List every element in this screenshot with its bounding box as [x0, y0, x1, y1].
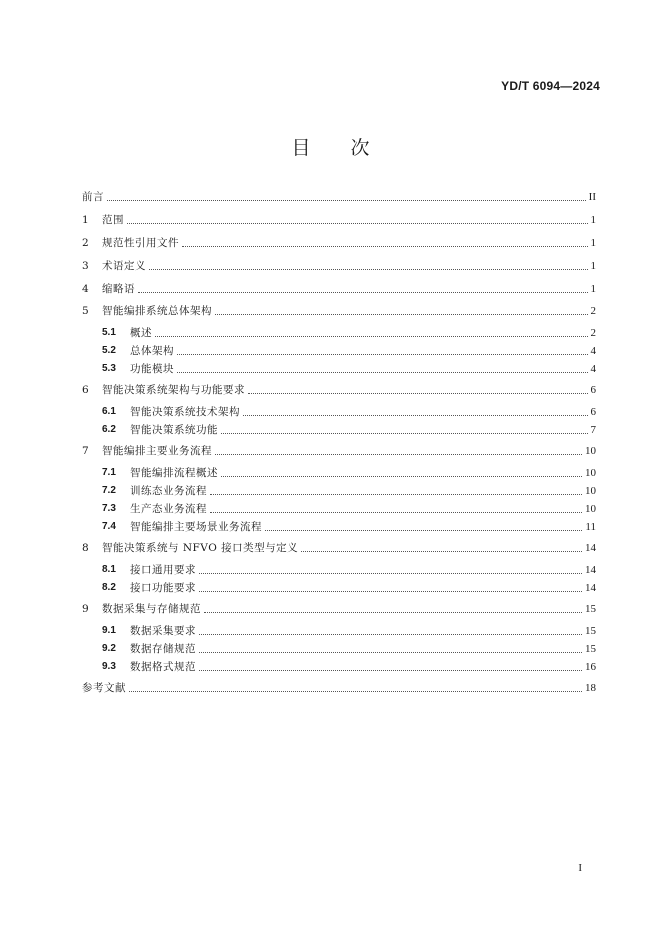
- toc-entry-7-2[interactable]: [102, 482, 596, 498]
- toc-leader-dots: [149, 269, 588, 270]
- toc-entry-3[interactable]: [82, 257, 596, 273]
- toc-leader-dots: [199, 591, 582, 592]
- toc-leader-dots: [127, 223, 588, 224]
- toc-entry-label: 接口功能要求: [130, 582, 196, 594]
- toc-entry-page: 6: [590, 406, 596, 418]
- toc-entry-number: 8.1: [102, 564, 116, 575]
- toc-leader-dots: [210, 494, 582, 495]
- toc-entry-page: 15: [585, 643, 596, 655]
- toc-entry-label: 范围: [102, 214, 124, 226]
- toc-entry-page: 10: [585, 485, 596, 497]
- toc-entry-8[interactable]: [82, 539, 596, 555]
- toc-entry-8-2[interactable]: [102, 579, 596, 595]
- toc-entry-page: 7: [590, 424, 596, 436]
- toc-leader-dots: [301, 551, 582, 552]
- toc-entry-label: 术语定义: [102, 260, 146, 272]
- toc-entry-5-3[interactable]: [102, 360, 596, 376]
- toc-entry-label: 概述: [130, 327, 152, 339]
- toc-entry-page: II: [588, 191, 596, 203]
- toc-entry-label: 智能编排主要场景业务流程: [130, 521, 262, 533]
- toc-entry-number: 6.2: [102, 424, 116, 435]
- footer-page-number: I: [578, 862, 582, 874]
- toc-leader-dots: [265, 530, 582, 531]
- toc-entry-7[interactable]: [82, 442, 596, 458]
- toc-leader-dots: [248, 393, 588, 394]
- toc-entry-6[interactable]: [82, 381, 596, 397]
- toc-entry-page: 15: [585, 603, 596, 615]
- toc-entry-label: 缩略语: [102, 283, 135, 295]
- toc-entry-8-1[interactable]: [102, 561, 596, 577]
- toc-entry-5-1[interactable]: [102, 324, 596, 340]
- toc-leader-dots: [215, 314, 588, 315]
- toc-entry-2[interactable]: [82, 234, 596, 250]
- toc-entry-number: 7.4: [102, 521, 116, 532]
- toc-leader-dots: [155, 336, 588, 337]
- toc-entry-number: 5.1: [102, 327, 116, 338]
- toc-entry-9-1[interactable]: [102, 622, 596, 638]
- toc-leader-dots: [199, 634, 582, 635]
- toc-entry-number: 8.2: [102, 582, 116, 593]
- toc-entry-label: 数据采集要求: [130, 625, 196, 637]
- toc-entry-label: 总体架构: [130, 345, 174, 357]
- toc-entry-foreword[interactable]: [82, 188, 596, 204]
- toc-entry-number: 7.1: [102, 467, 116, 478]
- toc-leader-dots: [204, 612, 582, 613]
- toc-entry-page: 15: [585, 625, 596, 637]
- toc-entry-label: 功能模块: [130, 363, 174, 375]
- toc-leader-dots: [210, 512, 582, 513]
- toc-entry-page: 14: [585, 582, 596, 594]
- toc-entry-page: 6: [590, 384, 596, 396]
- toc-entry-9-2[interactable]: [102, 640, 596, 656]
- toc-entry-number: 9.3: [102, 661, 116, 672]
- toc-entry-number: 9: [82, 603, 89, 615]
- toc-entry-label: 训练态业务流程: [130, 485, 207, 497]
- toc-entry-page: 1: [590, 214, 596, 226]
- toc-entry-page: 16: [585, 661, 596, 673]
- toc-entry-page: 4: [590, 363, 596, 375]
- toc-entry-4[interactable]: [82, 280, 596, 296]
- toc-entry-references[interactable]: [82, 679, 596, 695]
- toc-leader-dots: [177, 372, 588, 373]
- toc-entry-7-4[interactable]: [102, 518, 596, 534]
- toc-entry-9-3[interactable]: [102, 658, 596, 674]
- toc-leader-dots: [199, 652, 582, 653]
- toc-entry-number: 5.2: [102, 345, 116, 356]
- toc-leader-dots: [177, 354, 588, 355]
- toc-entry-page: 10: [585, 445, 596, 457]
- toc-entry-number: 5: [82, 305, 89, 317]
- toc-entry-page: 1: [590, 283, 596, 295]
- toc-leader-dots: [107, 200, 586, 201]
- toc-entry-page: 18: [585, 682, 596, 694]
- toc-entry-9[interactable]: [82, 600, 596, 616]
- toc-entry-5-2[interactable]: [102, 342, 596, 358]
- toc-entry-label: 智能决策系统技术架构: [130, 406, 240, 418]
- toc-leader-dots: [129, 691, 582, 692]
- toc-entry-page: 1: [590, 237, 596, 249]
- toc-leader-dots: [138, 292, 588, 293]
- page-title: 目 次: [291, 137, 371, 159]
- toc-entry-label: 数据采集与存储规范: [102, 603, 201, 615]
- toc-entry-label: 生产态业务流程: [130, 503, 207, 515]
- toc-entry-page: 2: [590, 305, 596, 317]
- toc-entry-label: 智能决策系统功能: [130, 424, 218, 436]
- toc-entry-number: 9.2: [102, 643, 116, 654]
- toc-entry-label: 智能编排流程概述: [130, 467, 218, 479]
- toc-entry-label: 规范性引用文件: [102, 237, 179, 249]
- toc-entry-label: 智能决策系统架构与功能要求: [102, 384, 245, 396]
- toc-entry-6-1[interactable]: [102, 403, 596, 419]
- toc-entry-number: 3: [82, 260, 89, 272]
- toc-entry-page: 14: [585, 542, 596, 554]
- toc-entry-page: 10: [585, 467, 596, 479]
- toc-entry-5[interactable]: [82, 302, 596, 318]
- toc-leader-dots: [199, 670, 582, 671]
- toc-entry-label: 智能决策系统与 NFVO 接口类型与定义: [102, 542, 299, 554]
- toc-entry-label: 数据格式规范: [130, 661, 196, 673]
- toc-entry-number: 5.3: [102, 363, 116, 374]
- toc-entry-label: 接口通用要求: [130, 564, 196, 576]
- toc-entry-page: 14: [585, 564, 596, 576]
- toc-entry-label: 数据存储规范: [130, 643, 196, 655]
- toc-entry-7-1[interactable]: [102, 464, 596, 480]
- toc-entry-label: 智能编排系统总体架构: [102, 305, 212, 317]
- toc-entry-number: 7: [82, 445, 89, 457]
- toc-entry-1[interactable]: [82, 211, 596, 227]
- toc-entry-number: 8: [82, 542, 89, 554]
- toc-entry-label: 参考文献: [82, 682, 126, 694]
- toc-entry-label: 智能编排主要业务流程: [102, 445, 212, 457]
- toc-entry-number: 6: [82, 384, 89, 396]
- toc-entry-number: 2: [82, 237, 89, 249]
- toc-entry-page: 1: [590, 260, 596, 272]
- toc-entry-number: 1: [82, 214, 89, 226]
- toc-entry-7-3[interactable]: [102, 500, 596, 516]
- toc-leader-dots: [215, 454, 582, 455]
- document-code: YD/T 6094—2024: [501, 79, 600, 93]
- toc-entry-number: 6.1: [102, 406, 116, 417]
- toc-entry-label: 前言: [82, 191, 104, 203]
- toc-entry-page: 4: [590, 345, 596, 357]
- toc-leader-dots: [221, 433, 588, 434]
- toc-entry-page: 10: [585, 503, 596, 515]
- toc-leader-dots: [221, 476, 582, 477]
- toc-leader-dots: [182, 246, 588, 247]
- toc-entry-number: 9.1: [102, 625, 116, 636]
- toc-entry-6-2[interactable]: [102, 421, 596, 437]
- toc-entry-number: 7.3: [102, 503, 116, 514]
- toc-entry-page: 2: [590, 327, 596, 339]
- toc-entry-page: 11: [585, 521, 596, 533]
- toc-leader-dots: [243, 415, 588, 416]
- toc-entry-number: 4: [82, 283, 89, 295]
- toc-leader-dots: [199, 573, 582, 574]
- toc-entry-number: 7.2: [102, 485, 116, 496]
